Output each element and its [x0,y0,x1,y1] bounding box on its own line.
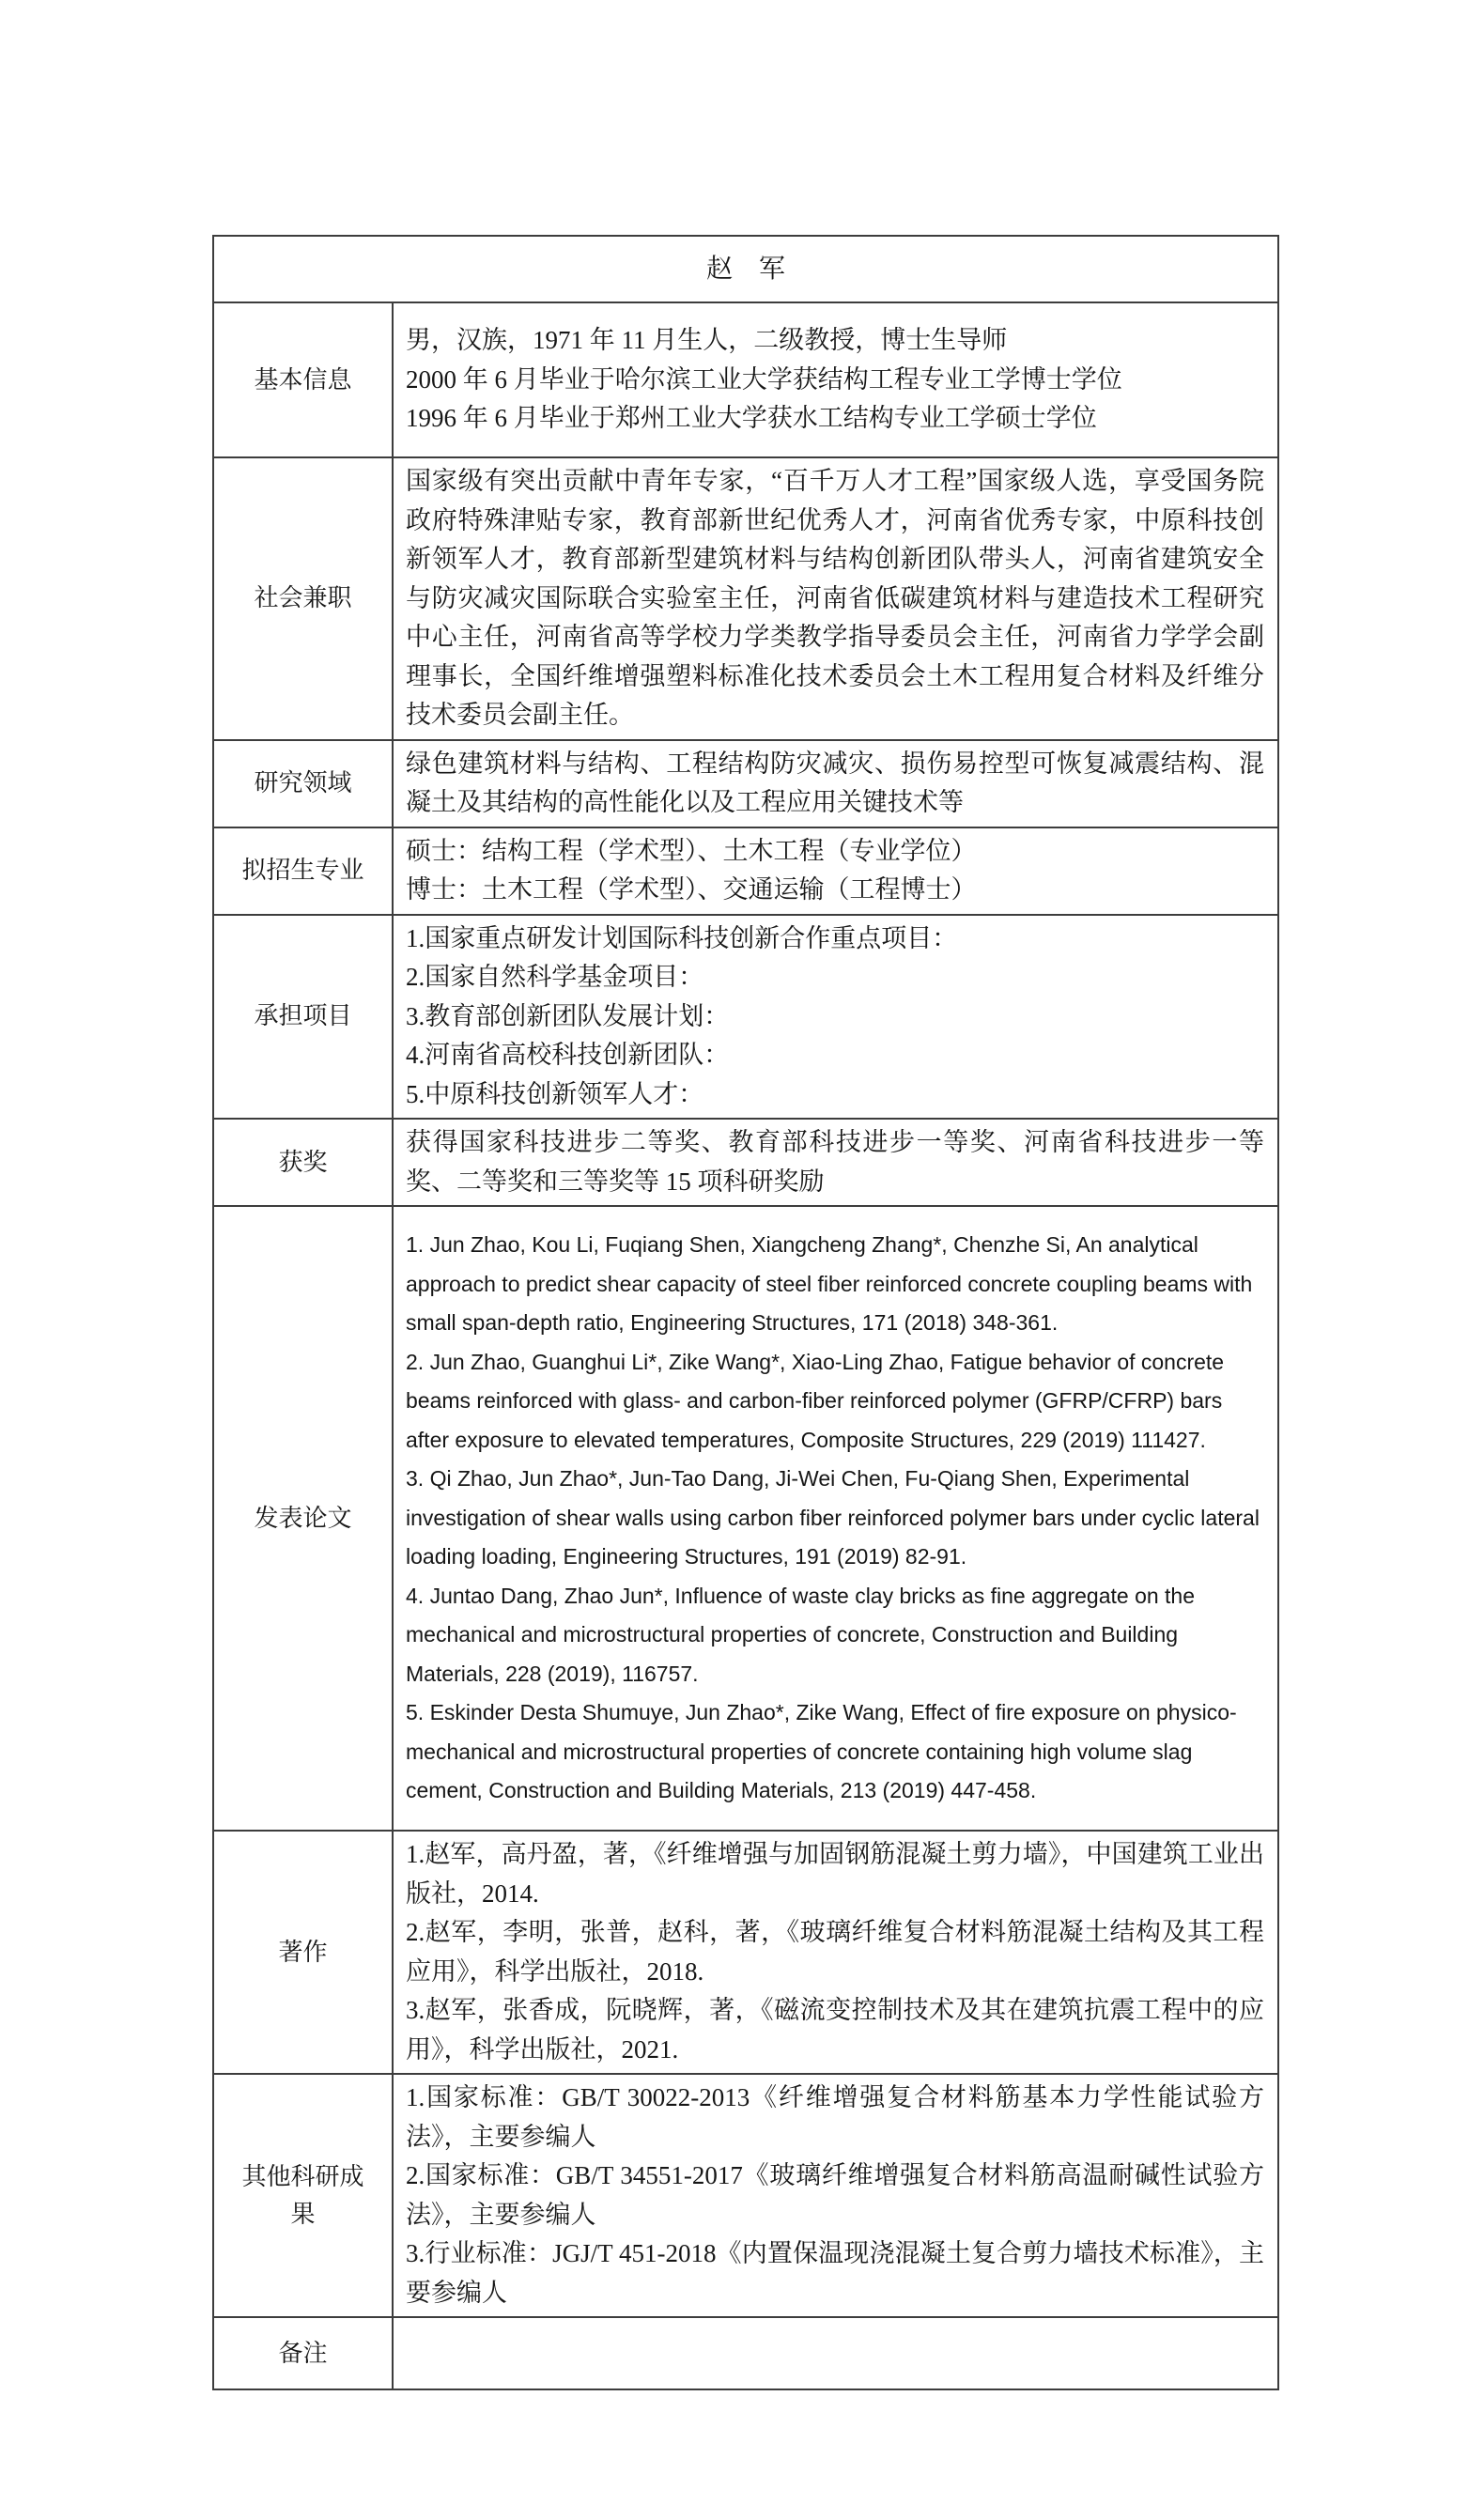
remarks-content [393,2317,1278,2389]
book-item: 2.赵军，李明，张普，赵科，著，《玻璃纤维复合材料筋混凝土结构及其工程应用》，科学出版社，2018. [406,1918,1265,1986]
social-positions-content: 国家级有突出贡献中青年专家，“百千万人才工程”国家级人选，享受国务院政府特殊津贴专家，教育部新世纪优秀人才，河南省优秀专家，中原科技创新领军人才，教育部新型建筑材料与结构创新团队带头人，河南省建筑安全与防灾减灾国际联合实验室主任，河南省低碳建筑材料与建造技术工程研究中心主任，河南省高等学校力学类教学指导委员会主任，河南省力学学会副理事长，全国纤维增强塑料标准化技术委员会土木工程用复合材料及纤维分技术委员会副主任。 [393,457,1278,740]
projects-content [393,915,1278,1120]
basic-info-line: 1996 年 6 月毕业于郑州工业大学获水工结构专业工学硕士学位 [406,404,1097,433]
standard-item: 2.国家标准：GB/T 34551-2017《玻璃纤维增强复合材料筋高温耐碱性试验方法》，主要参编人 [406,2161,1265,2229]
project-item: 4.河南省高校科技创新团队： [406,1041,730,1069]
row-label-books: 著作 [213,1831,393,2074]
row-label-enrollment-majors: 拟招生专业 [213,827,393,915]
paper-item: 3. Qi Zhao, Jun Zhao*, Jun-Tao Dang, Ji-Wei Chen, Fu-Qiang Shen, Experimental investigation of shear walls using carbon fiber reinforced polymer bars under cyclic lateral loading loading, Engineering Structures, 191 (2019) 82-91. [406,1466,1260,1569]
papers-content [393,1206,1278,1831]
basic-info-content [393,302,1278,457]
standard-item: 3.行业标准：JGJ/T 451-2018《内置保温现浇混凝土复合剪力墙技术标准》，主要参编人 [406,2239,1265,2307]
row-label-research-fields: 研究领域 [213,740,393,827]
project-item: 2.国家自然科学基金项目： [406,963,704,991]
books-content [393,1831,1278,2074]
page-title: 赵 军 [213,236,1278,302]
research-fields-content: 绿色建筑材料与结构、工程结构防灾减灾、损伤易控型可恢复减震结构、混凝土及其结构的高性能化以及工程应用关键技术等 [393,740,1278,827]
project-item: 5.中原科技创新领军人才： [406,1079,704,1108]
row-label-social-positions: 社会兼职 [213,457,393,740]
paper-item: 1. Jun Zhao, Kou Li, Fuqiang Shen, Xiangcheng Zhang*, Chenzhe Si, An analytical approach to predict shear capacity of steel fiber reinforced concrete coupling beams with small span-depth ratio, Engineering Structures, 171 (2018) 348-361. [406,1232,1253,1336]
project-item: 3.教育部创新团队发展计划： [406,1001,730,1030]
row-label-other-achievements: 其他科研成果 [213,2074,393,2317]
basic-info-line: 2000 年 6 月毕业于哈尔滨工业大学获结构工程专业工学博士学位 [406,364,1122,394]
profile-table [212,235,1279,2390]
basic-info-line: 男，汉族，1971 年 11 月生人，二级教授，博士生导师 [406,326,1008,355]
enrollment-major-line: 博士：土木工程（学术型）、交通运输（工程博士） [406,875,977,904]
enrollment-major-line: 硕士：结构工程（学术型）、土木工程（专业学位） [406,836,977,865]
project-item: 1.国家重点研发计划国际科技创新合作重点项目： [406,923,958,952]
row-label-projects: 承担项目 [213,915,393,1120]
standard-item: 1.国家标准：GB/T 30022-2013《纤维增强复合材料筋基本力学性能试验方法》，主要参编人 [406,2083,1265,2151]
book-item: 1.赵军，高丹盈，著，《纤维增强与加固钢筋混凝土剪力墙》，中国建筑工业出版社，2014. [406,1840,1265,1908]
paper-item: 2. Jun Zhao, Guanghui Li*, Zike Wang*, Xiao-Ling Zhao, Fatigue behavior of concrete beams reinforced with glass- and carbon-fiber reinforced polymer (GFRP/CFRP) bars after exposure to elevated temperatures, Composite Structures, 229 (2019) 111427. [406,1349,1225,1452]
awards-content: 获得国家科技进步二等奖、教育部科技进步一等奖、河南省科技进步一等奖、二等奖和三等奖等 15 项科研奖励 [393,1119,1278,1206]
row-label-papers: 发表论文 [213,1206,393,1831]
book-item: 3.赵军，张香成，阮晓辉，著，《磁流变控制技术及其在建筑抗震工程中的应用》，科学出版社，2021. [406,1996,1265,2064]
paper-item: 4. Juntao Dang, Zhao Jun*, Influence of waste clay bricks as fine aggregate on the mechanical and microstructural properties of concrete, Construction and Building Materials, 228 (2019), 116757. [406,1583,1196,1686]
other-achievements-content [393,2074,1278,2317]
row-label-awards: 获奖 [213,1119,393,1206]
row-label-basic-info: 基本信息 [213,302,393,457]
paper-item: 5. Eskinder Desta Shumuye, Jun Zhao*, Zike Wang, Effect of fire exposure on physico-mechanical and microstructural properties of concrete containing high volume slag cement, Construction and Building Materials, 213 (2019) 447-458. [406,1700,1237,1803]
row-label-remarks: 备注 [213,2317,393,2389]
enrollment-majors-content [393,827,1278,915]
